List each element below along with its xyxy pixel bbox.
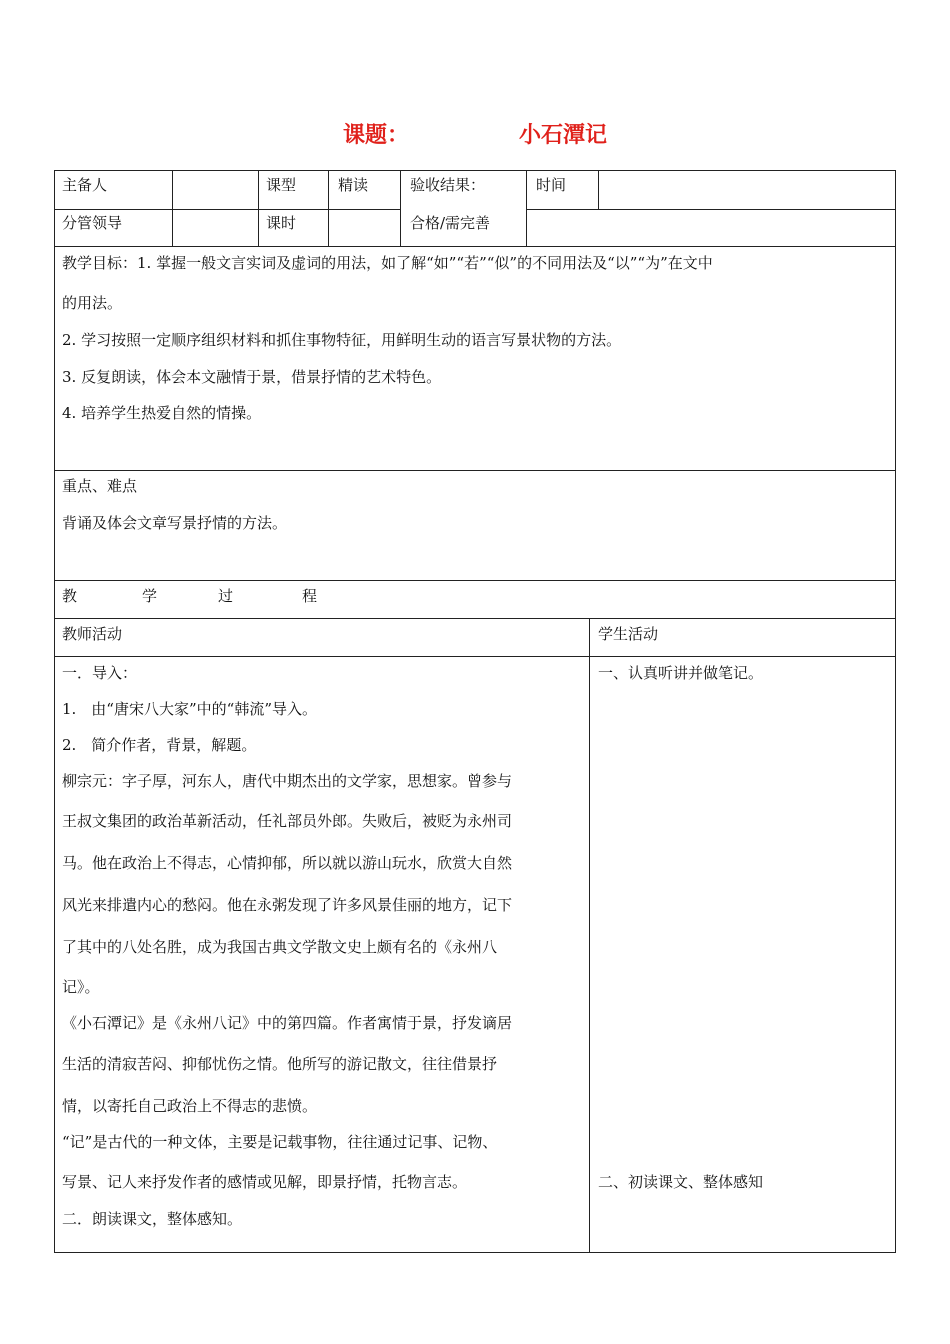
process-heading-char-2: 学 xyxy=(142,587,158,605)
student-line-1: 一、认真听讲并做笔记。 xyxy=(598,664,764,682)
header-row-divider-b xyxy=(526,209,896,210)
objective-line-4: 3. 反复朗读，体会本文融情于景，借景抒情的艺术特色。 xyxy=(62,368,442,386)
leader-label: 分管领导 xyxy=(62,214,123,232)
process-heading-char-1: 教 xyxy=(62,587,78,605)
title-text: 小石潭记 xyxy=(519,123,608,148)
teacher-line-6: 马。他在政治上不得志，心情抑郁，所以就以游山玩水，欣赏大自然 xyxy=(62,854,513,872)
objective-line-2: 的用法。 xyxy=(62,294,123,312)
lesson-type-label: 课型 xyxy=(266,176,297,194)
objective-line-5: 4. 培养学生热爱自然的情操。 xyxy=(62,404,262,422)
teacher-line-10: 《小石潭记》是《永州八记》中的第四篇。作者寓情于景，抒发谪居 xyxy=(62,1014,513,1032)
process-heading-char-3: 过 xyxy=(218,587,234,605)
teacher-line-2: 1. 由“唐宋八大家”中的“韩流”导入。 xyxy=(62,700,317,718)
teacher-line-4: 柳宗元：字子厚，河东人，唐代中期杰出的文学家，思想家。曾参与 xyxy=(62,772,513,790)
process-heading xyxy=(62,585,332,606)
teacher-line-5: 王叔文集团的政治革新活动，任礼部员外郎。失败后，被贬为永州司 xyxy=(62,812,513,830)
process-heading-bottom-line xyxy=(54,618,896,619)
teacher-line-9: 记》。 xyxy=(62,978,100,996)
objectives-bottom-line xyxy=(54,470,896,471)
student-activity-header: 学生活动 xyxy=(598,625,659,643)
title-label: 课题： xyxy=(343,123,410,148)
teacher-line-14: 写景、记人来抒发作者的感情或见解，即景抒情，托物言志。 xyxy=(62,1173,468,1191)
page-title xyxy=(0,118,950,150)
teacher-line-11: 生活的清寂苦闷、抑郁忧伤之情。他所写的游记散文，往往借景抒 xyxy=(62,1055,498,1073)
header-col-6 xyxy=(598,170,599,209)
header-col-1 xyxy=(172,170,173,246)
teacher-line-8: 了其中的八处名胜，成为我国古典文学散文史上颇有名的《永州八 xyxy=(62,938,498,956)
header-col-5 xyxy=(526,170,527,246)
teacher-line-1: 一．导入： xyxy=(62,664,138,682)
key-points-heading: 重点、难点 xyxy=(62,477,138,495)
key-points-text: 背诵及体会文章写景抒情的方法。 xyxy=(62,514,288,532)
prep-person-label: 主备人 xyxy=(62,176,108,194)
header-bottom-line xyxy=(54,246,896,247)
header-col-4 xyxy=(400,170,401,246)
header-col-2 xyxy=(258,170,259,246)
time-label: 时间 xyxy=(536,176,567,194)
key-points-bottom-line xyxy=(54,580,896,581)
period-label: 课时 xyxy=(266,214,297,232)
acceptance-label: 验收结果： xyxy=(410,176,486,194)
objective-line-1: 教学目标：1. 掌握一般文言实词及虚词的用法，如了解“如”“若”“似”的不同用法及“以”“为”在文中 xyxy=(62,254,713,272)
header-col-3 xyxy=(328,170,329,246)
teacher-line-13: “记”是古代的一种文体，主要是记载事物，往往通过记事、记物、 xyxy=(62,1133,498,1151)
acceptance-options: 合格/需完善 xyxy=(410,214,491,232)
student-line-2: 二、初读课文、整体感知 xyxy=(598,1173,764,1191)
header-row-divider-a xyxy=(54,209,400,210)
teacher-activity-header: 教师活动 xyxy=(62,625,123,643)
activity-column-divider xyxy=(589,618,590,1253)
teacher-line-12: 情，以寄托自己政治上不得志的悲愤。 xyxy=(62,1097,318,1115)
activity-header-bottom-line xyxy=(54,656,896,657)
teacher-line-7: 风光来排遣内心的愁闷。他在永粥发现了许多风景佳丽的地方，记下 xyxy=(62,896,513,914)
objective-line-3: 2. 学习按照一定顺序组织材料和抓住事物特征，用鲜明生动的语言写景状物的方法。 xyxy=(62,331,622,349)
lesson-type-value: 精读 xyxy=(338,176,369,194)
teacher-line-3: 2. 简介作者，背景，解题。 xyxy=(62,736,257,754)
teacher-line-15: 二．朗读课文，整体感知。 xyxy=(62,1210,243,1228)
process-heading-char-4: 程 xyxy=(302,587,318,605)
